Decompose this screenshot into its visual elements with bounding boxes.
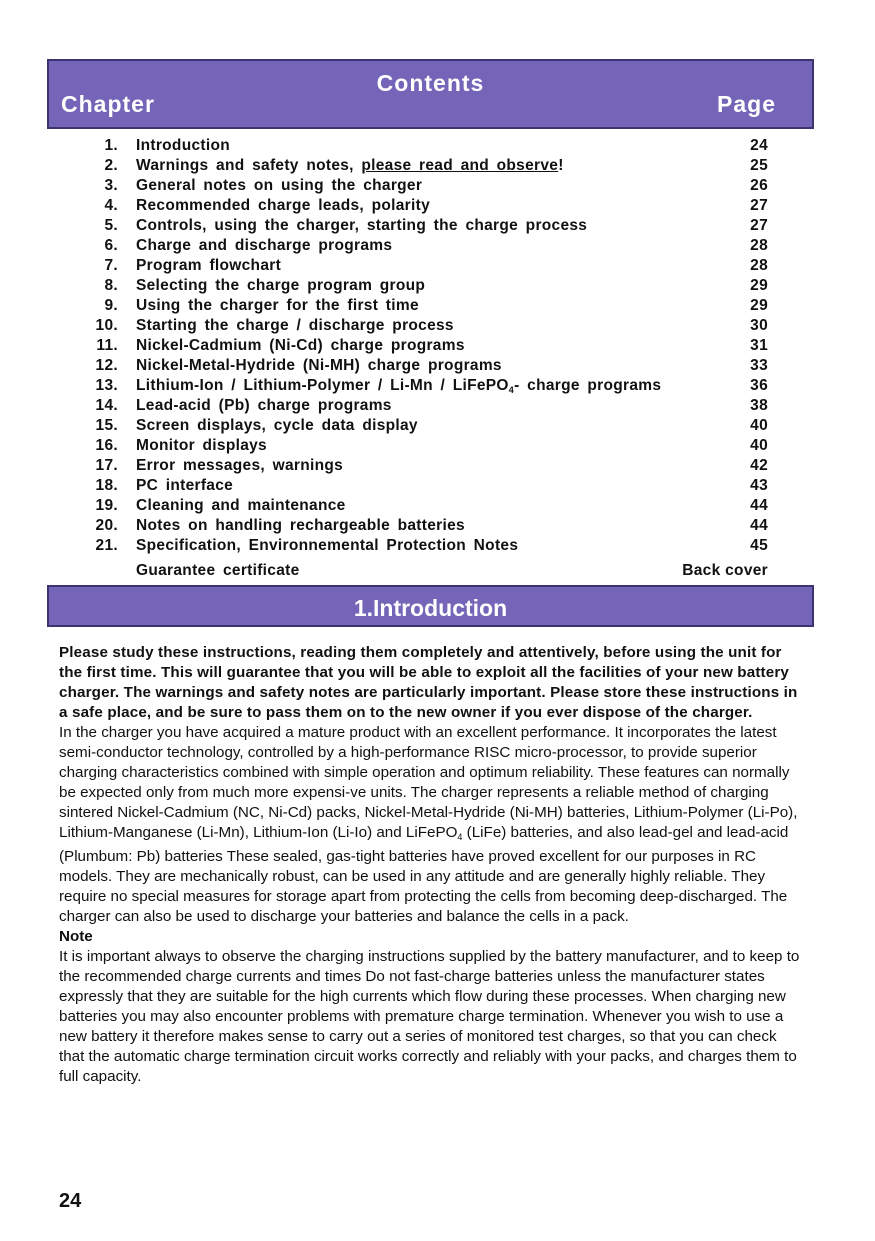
- toc-entry-title: Selecting the charge program group: [136, 277, 426, 294]
- toc-entry-title: Program flowchart: [136, 257, 282, 274]
- contents-banner: [47, 59, 814, 129]
- toc-entry-title: Controls, using the charger, starting the charge process: [136, 217, 588, 234]
- toc-entry-number: 2.: [104, 157, 118, 174]
- toc-entry-number: 17.: [95, 457, 118, 474]
- introduction-banner: [47, 585, 814, 627]
- toc-entry-number: 11.: [96, 337, 118, 354]
- toc-entry-number: 21.: [95, 537, 118, 554]
- toc-entry-title-part: Warnings and safety notes,: [136, 157, 362, 174]
- toc-entry-title: PC interface: [136, 477, 234, 494]
- toc-entry-page: 44: [750, 497, 768, 514]
- toc-entry-number: 18.: [95, 477, 118, 494]
- toc-entry-title: Charge and discharge programs: [136, 237, 393, 254]
- page-number: 24: [59, 1190, 82, 1212]
- toc-entry-title: Nickel-Metal-Hydride (Ni-MH) charge programs: [136, 357, 502, 374]
- toc-entry-title: Cleaning and maintenance: [136, 497, 346, 514]
- toc-entry-number: 1.: [104, 137, 118, 154]
- toc-entry[interactable]: [0, 336, 875, 356]
- toc-entry-number: 5.: [104, 217, 118, 234]
- toc-entry-number: 7.: [104, 257, 118, 274]
- toc-entry[interactable]: [0, 156, 875, 176]
- intro-paragraph-subscript: 4: [457, 832, 463, 842]
- toc-entry-underlined-text: please read and observe: [361, 157, 559, 174]
- toc-entry-page: 45: [750, 537, 768, 554]
- toc-entry-number: 9.: [104, 297, 118, 314]
- toc-entry-number: 6.: [104, 237, 118, 254]
- toc-entry-page: 38: [750, 397, 768, 414]
- toc-entry[interactable]: [0, 436, 875, 456]
- toc-entry-title: Specification, Environnemental Protection Notes: [136, 537, 519, 554]
- toc-entry-number: 20.: [95, 517, 118, 534]
- toc-entry-page: Back cover: [682, 562, 768, 579]
- toc-entry-number: 3.: [104, 177, 118, 194]
- toc-entry-page: 44: [750, 517, 768, 534]
- toc-entry[interactable]: [0, 256, 875, 276]
- introduction-body: [59, 643, 804, 1087]
- toc-entry-number: 15.: [95, 417, 118, 434]
- toc-entry-page: 29: [750, 297, 768, 314]
- toc-entry-page: 30: [750, 317, 768, 334]
- toc-entry-page: 42: [750, 457, 768, 474]
- toc-entry[interactable]: [0, 536, 875, 556]
- toc-entry-page: 24: [750, 137, 768, 154]
- toc-entry-title: Error messages, warnings: [136, 457, 344, 474]
- toc-entry-guarantee[interactable]: [0, 556, 875, 582]
- toc-entry[interactable]: [0, 176, 875, 196]
- toc-entry-page: 36: [750, 377, 768, 394]
- toc-entry-title: General notes on using the charger: [136, 177, 423, 194]
- toc-entry[interactable]: [0, 416, 875, 436]
- toc-entry-title: Monitor displays: [136, 437, 267, 454]
- toc-entry-title: Lead-acid (Pb) charge programs: [136, 397, 392, 414]
- toc-entry[interactable]: [0, 316, 875, 336]
- toc-entry-page: 40: [750, 417, 768, 434]
- toc-entry-number: 13.: [95, 377, 118, 394]
- toc-entry-title: [136, 157, 564, 175]
- toc-entry-subscript: 4: [508, 385, 515, 395]
- toc-entry-title: [136, 377, 661, 395]
- chapter-header: Chapter: [61, 91, 155, 117]
- intro-bold-paragraph: Please study these instructions, reading them completely and attentively, before using the unit for the first time. This will guarantee that you will be able to exploit all the facilities of your new battery charger. The warnings and safety notes are particularly important. Please store these instructions in a safe place, and be sure to pass them on to the new owner if you ever dispose of the charger.: [59, 644, 798, 721]
- toc-entry-page: 27: [750, 197, 768, 214]
- page-header: Page: [717, 91, 776, 117]
- toc-entry-number: 8.: [104, 277, 118, 294]
- intro-paragraph-part2: (LiFe) batteries, and also lead-gel and lead-acid (Plumbum: Pb) batteries These sealed, gas-tight batteries have proved excellent for our purposes in RC models. They are mechanically robust, can be used in any attitude and are generally highly reliable. They require no special measures for storage apart from protecting the cells from becoming deep-discharged. The charger can also be used to discharge your batteries and balance the cells in a pack.: [59, 824, 789, 925]
- note-paragraph: It is important always to observe the charging instructions supplied by the battery manufacturer, and to keep to the recommended charge currents and times Do not fast-charge batteries unless the manufacturer states expressly that they are suitable for the high currents which flow during these processes. When charging new batteries you may also encounter problems with premature charge termination. Whenever you wish to use a new battery it therefore makes sense to carry out a series of monitored test charges, so that you can check that the automatic charge termination circuit works correctly and reliably with your packs, and charges them to full capacity.: [59, 948, 800, 1085]
- toc-entry-title-part: Lithium-Ion / Lithium-Polymer / Li-Mn / LiFePO: [136, 377, 509, 394]
- toc-entry[interactable]: [0, 296, 875, 316]
- toc-entry[interactable]: [0, 476, 875, 496]
- toc-entry-page: 33: [750, 357, 768, 374]
- toc-entry-title: Using the charger for the first time: [136, 297, 419, 314]
- toc-entry-page: 31: [750, 337, 768, 354]
- toc-entry-title: Notes on handling rechargeable batteries: [136, 517, 465, 534]
- toc-entry-page: 25: [750, 157, 768, 174]
- toc-entry[interactable]: [0, 196, 875, 216]
- toc-entry[interactable]: [0, 276, 875, 296]
- toc-entry[interactable]: [0, 396, 875, 416]
- intro-paragraph-part1: In the charger you have acquired a mature product with an excellent performance. It incorporates the latest semi-conductor technology, controlled by a high-performance RISC micro-processor, to provide superior charging characteristics combined with simple operation and optimum reliability. These features can normally be expected only from much more expensi-ve units. The charger represents a reliable method of charging sintered Nickel-Cadmium (NC, Ni-Cd) packs, Nickel-Metal-Hydride (Ni-MH) batteries, Lithium-Polymer (Li-Po), Lithium-Manganese (Li-Mn), Lithium-Ion (Li-Io) and LiFePO: [59, 724, 798, 841]
- toc-entry-title: Recommended charge leads, polarity: [136, 197, 430, 214]
- toc-entry-title: Starting the charge / discharge process: [136, 317, 454, 334]
- toc-entry[interactable]: [0, 216, 875, 236]
- introduction-heading: 1.Introduction: [353, 595, 508, 621]
- toc-entry[interactable]: [0, 496, 875, 516]
- toc-entry-number: 19.: [95, 497, 118, 514]
- toc-entry-number: 10.: [95, 317, 118, 334]
- toc-entry[interactable]: [0, 356, 875, 376]
- toc-entry-number: 4.: [104, 197, 118, 214]
- toc-entry-page: 28: [750, 257, 768, 274]
- toc-entry-title: Nickel-Cadmium (Ni-Cd) charge programs: [136, 337, 465, 354]
- toc-entry-number: 14.: [95, 397, 118, 414]
- toc-entry-number: 12.: [95, 357, 118, 374]
- toc-entry-title: Screen displays, cycle data display: [136, 417, 418, 434]
- table-of-contents: [0, 136, 875, 582]
- intro-paragraph: [59, 723, 804, 927]
- note-heading: Note: [59, 928, 93, 945]
- toc-entry[interactable]: [0, 516, 875, 536]
- toc-entry-page: 28: [750, 237, 768, 254]
- toc-entry-page: 43: [750, 477, 768, 494]
- toc-entry-title-part: - charge programs: [514, 377, 662, 394]
- toc-entry-title-part: !: [558, 157, 564, 174]
- toc-entry[interactable]: [0, 236, 875, 256]
- toc-entry[interactable]: [0, 456, 875, 476]
- toc-entry-page: 29: [750, 277, 768, 294]
- toc-entry-title: Guarantee certificate: [136, 562, 300, 579]
- toc-entry[interactable]: [0, 136, 875, 156]
- toc-entry-title: Introduction: [136, 137, 230, 154]
- toc-entry-page: 26: [750, 177, 768, 194]
- contents-title: Contents: [376, 70, 485, 96]
- toc-entry[interactable]: [0, 376, 875, 396]
- toc-entry-page: 40: [750, 437, 768, 454]
- toc-entry-number: 16.: [95, 437, 118, 454]
- toc-entry-page: 27: [750, 217, 768, 234]
